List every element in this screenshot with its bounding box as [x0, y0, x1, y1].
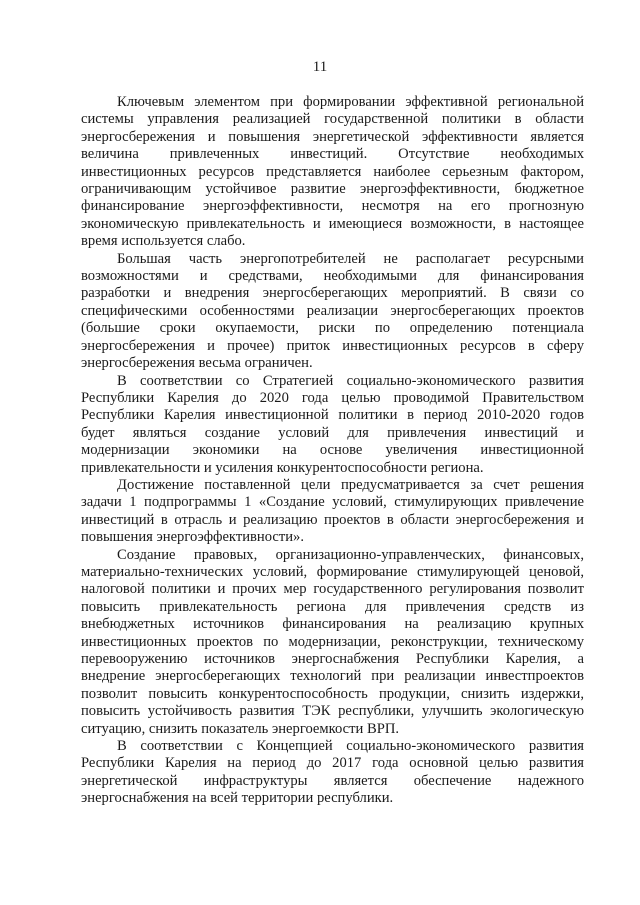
text-line: модернизации экономики на основе увеличения инвестиционной	[81, 442, 584, 459]
text-line: В соответствии со Стратегией социально-экономического развития	[117, 372, 584, 389]
document-body	[81, 94, 584, 808]
text-line: возможностями и средствами, необходимыми для финансирования	[81, 268, 584, 285]
text-line: повысить привлекательность региона для привлечения средств из	[81, 598, 584, 615]
text-line: энергетической инфраструктуры является обеспечение надежного	[81, 772, 584, 789]
text-line: задачи 1 подпрограммы 1 «Создание условий, стимулирующих привлечение	[81, 494, 584, 511]
text-line: перевооружению источников энергоснабжения Республики Карелия, а	[81, 651, 584, 667]
paragraph	[81, 547, 584, 738]
text-line: Республики Карелия инвестиционной политики в период 2010-2020 годов	[81, 407, 584, 424]
text-line: энергосбережения весьма ограничен.	[81, 355, 313, 372]
text-line: ситуацию, снизить показатель энергоемкости ВРП.	[81, 720, 400, 737]
page-number: 11	[312, 59, 328, 75]
text-line: специфическими особенностями реализации энергосберегающих проектов	[81, 302, 584, 319]
text-line: позволит повысить конкурентоспособность продукции, снизить издержки,	[81, 685, 584, 702]
text-line: внедрение энергосберегающих технологий при реализации инвестпроектов	[81, 668, 584, 685]
text-line: Республики Карелия до 2020 года целью проводимой Правительством	[81, 389, 584, 406]
text-line: системы управления реализацией государственной политики в области	[81, 111, 584, 128]
text-line: энергосбережения и прочее) приток инвестиционных ресурсов в сферу	[81, 337, 584, 354]
text-line: Большая часть энергопотребителей не располагает ресурсными	[117, 250, 584, 267]
paragraph	[81, 477, 584, 547]
text-line: налоговой политики и прочих мер государственного регулирования позволит	[81, 581, 584, 598]
text-line: ограничивающим устойчивое развитие энергоэффективности, бюджетное	[81, 181, 584, 198]
text-line: величина привлеченных инвестиций. Отсутствие необходимых	[81, 146, 584, 163]
text-line: привлекательности и усиления конкурентоспособности региона.	[81, 459, 484, 476]
paragraph	[81, 251, 584, 373]
text-line: экономическую привлекательность и имеющиеся возможности, в настоящее	[81, 215, 584, 232]
paragraph	[81, 373, 584, 477]
text-line: энергоснабжения на всей территории республики.	[81, 790, 394, 807]
text-line: Создание правовых, организационно-управленческих, финансовых,	[117, 546, 584, 563]
text-line: В соответствии с Концепцией социально-экономического развития	[117, 738, 584, 755]
text-line: Ключевым элементом при формировании эффективной региональной	[117, 94, 584, 110]
text-line: внебюджетных источников финансирования на реализацию крупных	[81, 616, 584, 633]
paragraph	[81, 738, 584, 808]
text-line: повысить устойчивость развития ТЭК республики, улучшить экологическую	[81, 703, 584, 720]
text-line: финансирование энергоэффективности, несмотря на его прогнозную	[81, 198, 584, 215]
text-line: разработки и внедрения энергосберегающих мероприятий. В связи со	[81, 285, 584, 302]
text-line: инвестиций в отрасль и реализацию проектов в области энергосбережения и	[81, 511, 584, 528]
text-line: инвестиционных проектов по модернизации, реконструкции, техническому	[81, 633, 584, 650]
text-line: энергосбережения и повышения энергетической эффективности является	[81, 128, 584, 145]
text-line: инвестиционных ресурсов представляется наиболее серьезным фактором,	[81, 163, 584, 180]
text-line: Достижение поставленной цели предусматривается за счет решения	[117, 476, 584, 493]
text-line: время используется слабо.	[81, 233, 246, 250]
text-line: Республики Карелия на период до 2017 года основной целью развития	[81, 755, 584, 772]
text-line: будет являться создание условий для привлечения инвестиций и	[81, 424, 584, 441]
text-line: (большие сроки окупаемости, риски по определению потенциала	[81, 320, 584, 337]
paragraph	[81, 94, 584, 251]
text-line: повышения энергоэффективности».	[81, 529, 304, 546]
text-line: материально-технических условий, формирование стимулирующей ценовой,	[81, 563, 584, 580]
